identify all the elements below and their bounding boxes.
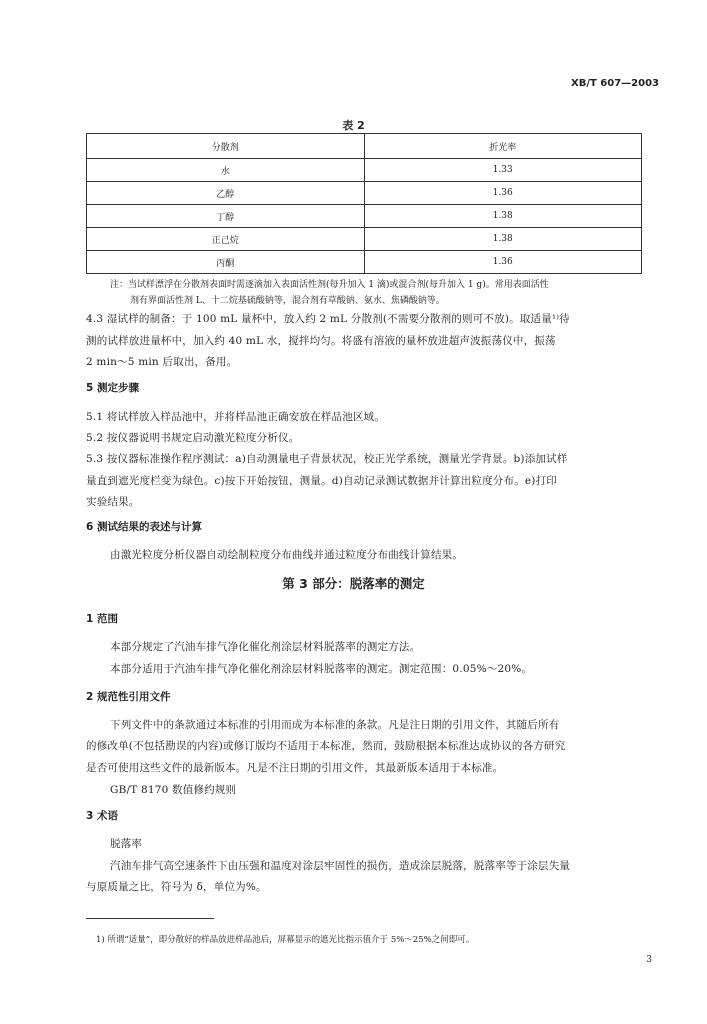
section-6-text: 由激光粒度分析仪器自动绘制粒度分布曲线并通过粒度分布曲线计算结果。 xyxy=(110,549,464,561)
reference-gb-t-8170: GB/T 8170 数值修约规则 xyxy=(110,784,237,796)
clause-4-3-line-3: 2 min～5 min 后取出，备用。 xyxy=(86,356,238,368)
references-heading: 2 规范性引用文件 xyxy=(86,691,171,703)
table-header-row xyxy=(87,134,642,159)
terms-heading: 3 术语 xyxy=(86,810,118,822)
table-row xyxy=(87,205,642,228)
clause-5-3-line-1: 5.3 按仪器标准操作程序测试：a)自动测量电子背景状况，校正光学系统，测量光学背景。b)添加试样 xyxy=(86,453,568,465)
table-cell: 1.38 xyxy=(364,228,642,251)
page-number: 3 xyxy=(646,955,652,965)
table-row xyxy=(87,159,642,182)
section-5-heading: 5 测定步骤 xyxy=(86,382,139,394)
clause-4-3-line-2: 测的试样放进量杯中，加入约 40 mL 水，搅拌均匀。将盛有溶液的量杯放进超声波振荡仪中，振荡 xyxy=(86,335,556,347)
table-cell: 乙醇 xyxy=(87,182,365,205)
scope-line-1: 本部分规定了汽油车排气净化催化剂涂层材料脱落率的测定方法。 xyxy=(110,641,421,653)
header-dispersant: 分散剂 xyxy=(87,134,365,159)
references-line-2: 的修改单(不包括勘误的内容)或修订版均不适用于本标准，然而，鼓励根据本标准达成协议的各方研究 xyxy=(86,740,566,752)
table-cell: 正己烷 xyxy=(87,228,365,251)
clause-5-3-line-2: 量直到遮光度栏变为绿色。c)按下开始按钮，测量。d)自动记录测试数据并计算出粒度分布。e)打印 xyxy=(86,475,558,487)
clause-5-2: 5.2 按仪器说明书规定启动激光粒度分析仪。 xyxy=(86,432,300,444)
references-line-3: 是否可使用这些文件的最新版本。凡是不注日期的引用文件，其最新版本适用于本标准。 xyxy=(86,762,504,774)
table-row xyxy=(87,251,642,274)
table-row xyxy=(87,228,642,251)
dispersant-table xyxy=(86,133,642,274)
table-cell: 水 xyxy=(87,159,365,182)
term-name: 脱落率 xyxy=(110,838,143,850)
term-definition-line-1: 汽油车排气高空速条件下由压强和温度对涂层牢固性的损伤，造成涂层脱落，脱落率等于涂层失量 xyxy=(110,860,571,872)
clause-5-1: 5.1 将试样放入样品池中，并将样品池正确安放在样品池区域。 xyxy=(86,411,386,423)
table-caption: 表 2 xyxy=(342,119,365,132)
table-row xyxy=(87,182,642,205)
scope-line-2: 本部分适用于汽油车排气净化催化剂涂层材料脱落率的测定。测定范围：0.05%～20%。 xyxy=(110,663,533,675)
section-6-heading: 6 测试结果的表述与计算 xyxy=(86,521,202,533)
table-cell: 1.38 xyxy=(364,205,642,228)
table-note-line-2: 剂有界面活性剂 L、十二烷基硫酸钠等，混合剂有草酸钠、氨水、焦磷酸钠等。 xyxy=(130,296,445,306)
table-cell: 丙酮 xyxy=(87,251,365,274)
table-cell: 丁醇 xyxy=(87,205,365,228)
footnote-separator xyxy=(86,918,214,919)
references-line-1: 下列文件中的条款通过本标准的引用而成为本标准的条款。凡是注日期的引用文件，其随后所有 xyxy=(110,719,560,731)
table-cell: 1.33 xyxy=(364,159,642,182)
header-refractive-index: 折光率 xyxy=(364,134,642,159)
term-definition-line-2: 与原质量之比，符号为 δ，单位为%。 xyxy=(86,881,267,893)
table-cell: 1.36 xyxy=(364,182,642,205)
footnote: 1) 所谓“适量”，即分散好的样品放进样品池后，屏幕显示的遮光比指示值介于 5%～25%之间即可。 xyxy=(96,935,475,945)
part-3-title: 第 3 部分：脱落率的测定 xyxy=(282,576,425,591)
standard-number: XB/T 607—2003 xyxy=(571,78,659,89)
clause-4-3-line-1: 4.3 湿试样的制备：于 100 mL 量杯中，放入约 2 mL 分散剂(不需要分散剂的则可不放)。取适量¹⁾待 xyxy=(86,313,570,325)
table-note-line-1: 注：当试样漂浮在分散剂表面时需逐滴加入表面活性剂(每升加入 1 滴)或混合剂(每升加入 1 g)。常用表面活性 xyxy=(110,280,549,290)
table-cell: 1.36 xyxy=(364,251,642,274)
scope-heading: 1 范围 xyxy=(86,613,118,625)
clause-5-3-line-3: 实验结果。 xyxy=(86,496,140,508)
